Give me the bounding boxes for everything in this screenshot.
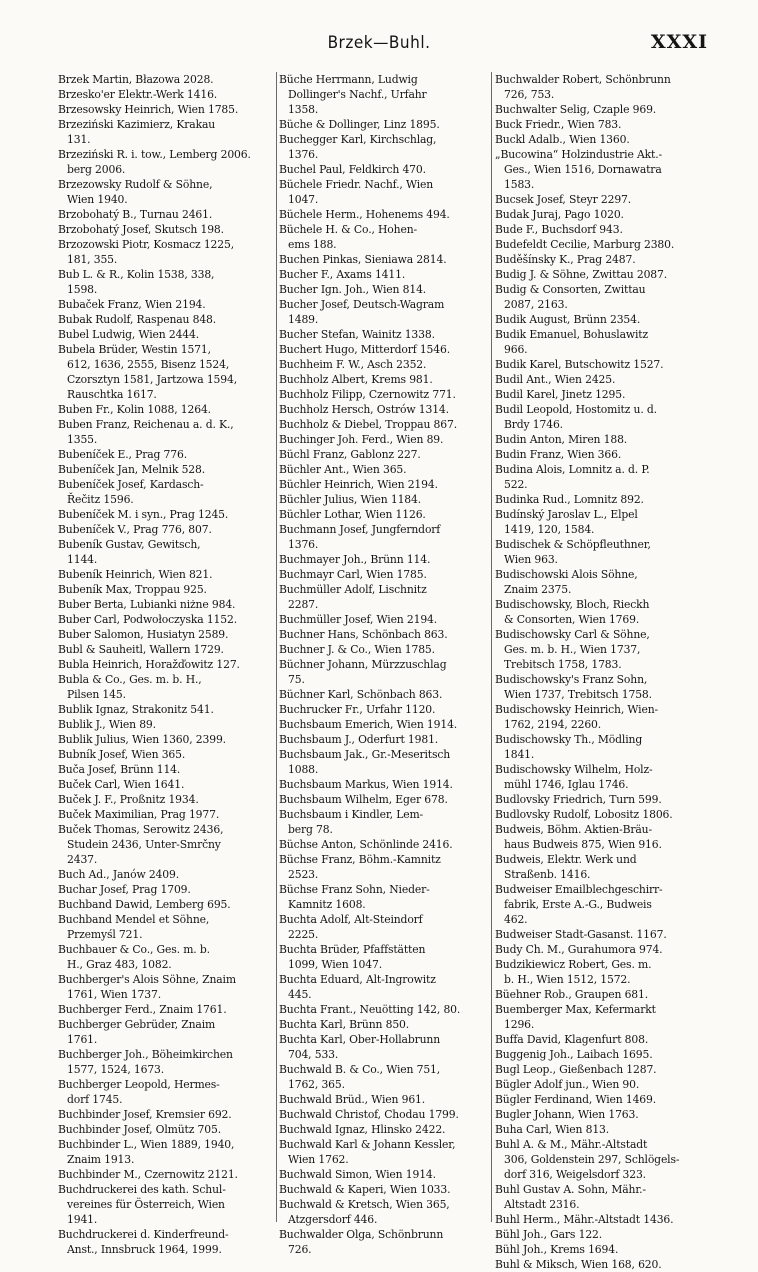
directory-entry: Bühl Joh., Krems 1694. [495, 1243, 619, 1256]
directory-entry: Bubel Ludwig, Wien 2444. [58, 328, 200, 341]
directory-entry: Büchele Herm., Hohenems 494. [279, 208, 450, 221]
directory-entry: Buckl Adalb., Wien 1360. [495, 133, 630, 146]
directory-entry: Buchen Pinkas, Sieniawa 2814. [279, 253, 447, 266]
directory-entry: Bubeníček Jan, Melnik 528. [58, 463, 206, 476]
directory-entry: Budik Emanuel, Bohuslawitz [495, 328, 648, 341]
directory-entry: „Bucowina“ Holzindustrie Akt.- [495, 148, 662, 161]
entry-continuation: Wien 963. [504, 553, 558, 566]
directory-entry: Bublik J., Wien 89. [58, 718, 156, 731]
entry-continuation: 1358. [288, 103, 319, 116]
column-divider [276, 72, 277, 1222]
directory-entry: Budil Ant., Wien 2425. [495, 373, 616, 386]
directory-entry: Buhl & Miksch, Wien 168, 620. [495, 1258, 662, 1271]
directory-entry: Buchberger Ferd., Znaim 1761. [58, 1003, 227, 1016]
directory-entry: Büchner Johann, Mürzzuschlag [279, 658, 447, 671]
directory-entry: Büchl Franz, Gablonz 227. [279, 448, 421, 461]
directory-entry: Budefeldt Cecilie, Marburg 2380. [495, 238, 675, 251]
entry-continuation: 726, 753. [504, 88, 555, 101]
directory-entry: Budlovsky Friedrich, Turn 599. [495, 793, 662, 806]
directory-entry: Bühl Joh., Gars 122. [495, 1228, 603, 1241]
entry-continuation: 1762, 2194, 2260. [504, 718, 602, 731]
directory-entry: Buber Carl, Podwołoczyska 1152. [58, 613, 237, 626]
entry-continuation: Ges., Wien 1516, Dornawatra [504, 163, 662, 176]
directory-entry: Bubeník Max, Troppau 925. [58, 583, 207, 596]
entry-continuation: 1144. [67, 553, 98, 566]
directory-entry: Buchwald Christof, Chodau 1799. [279, 1108, 459, 1121]
directory-entry: Buchert Hugo, Mitterdorf 1546. [279, 343, 451, 356]
directory-entry: Büchse Anton, Schönlinde 2416. [279, 838, 453, 851]
entry-continuation: 445. [288, 988, 312, 1001]
directory-entry: Buchband Dawid, Lemberg 695. [58, 898, 231, 911]
entry-continuation: 1296. [504, 1018, 535, 1031]
page-number: XXXI [650, 31, 708, 53]
directory-entry: Budzikiewicz Robert, Ges. m. [495, 958, 652, 971]
directory-entry: Buchsbaum Markus, Wien 1914. [279, 778, 453, 791]
directory-entry: Bucher Ign. Joh., Wien 814. [279, 283, 427, 296]
directory-entry: Budik Karel, Butschowitz 1527. [495, 358, 664, 371]
directory-entry: Buchberger's Alois Söhne, Znaim [58, 973, 236, 986]
entry-continuation: 1583. [504, 178, 535, 191]
directory-entry: Brzeziński R. i. tow., Lemberg 2006. [58, 148, 251, 161]
directory-entry: Budlovsky Rudolf, Lobositz 1806. [495, 808, 673, 821]
directory-entry: Buchbinder Josef, Kremsier 692. [58, 1108, 232, 1121]
directory-entry: Buchholz Hersch, Ostrów 1314. [279, 403, 449, 416]
entry-continuation: 2087, 2163. [504, 298, 568, 311]
directory-entry: Budínský Jaroslav L., Elpel [495, 508, 638, 521]
directory-entry: Buchwalder Olga, Schönbrunn [279, 1228, 444, 1241]
directory-entry: Buchband Mendel et Söhne, [58, 913, 210, 926]
entry-continuation: 462. [504, 913, 528, 926]
directory-entry: Bublik Julius, Wien 1360, 2399. [58, 733, 226, 746]
directory-entry: Buchwald Ignaz, Hlinsko 2422. [279, 1123, 446, 1136]
entry-continuation: 1841. [504, 748, 535, 761]
entry-continuation: berg 78. [288, 823, 333, 836]
directory-entry: Brzeziński Kazimierz, Krakau [58, 118, 216, 131]
directory-entry: Buchsbaum Jak., Gr.-Meseritsch [279, 748, 451, 761]
directory-entry: Brzesko'er Elektr.-Werk 1416. [58, 88, 218, 101]
directory-entry: Buchrucker Fr., Urfahr 1120. [279, 703, 436, 716]
entry-continuation: 1376. [288, 538, 319, 551]
entry-continuation: 1047. [288, 193, 319, 206]
entry-continuation: vereines für Österreich, Wien [67, 1198, 225, 1211]
directory-entry: Buchdruckerei des kath. Schul- [58, 1183, 226, 1196]
entry-continuation: Brdy 1746. [504, 418, 563, 431]
directory-entry: Buhl Herm., Mähr.-Altstadt 1436. [495, 1213, 674, 1226]
entry-continuation: Czorsztyn 1581, Jartzowa 1594, [67, 373, 237, 386]
directory-entry: Buemberger Max, Kefermarkt [495, 1003, 656, 1016]
directory-entry: Budischowsky's Franz Sohn, [495, 673, 648, 686]
directory-entry: Buchmüller Josef, Wien 2194. [279, 613, 438, 626]
directory-entry: Buchar Josef, Prag 1709. [58, 883, 191, 896]
directory-entry: Buck Friedr., Wien 783. [495, 118, 622, 131]
directory-entry: Bucher Stefan, Wainitz 1338. [279, 328, 435, 341]
directory-entry: Bügler Ferdinand, Wien 1469. [495, 1093, 657, 1106]
directory-entry: Buchta Frant., Neuötting 142, 80. [279, 1003, 461, 1016]
directory-entry: Budin Anton, Miren 188. [495, 433, 628, 446]
entry-continuation: Wien 1737, Trebitsch 1758. [504, 688, 652, 701]
directory-entry: Büchler Heinrich, Wien 2194. [279, 478, 438, 491]
directory-entry: Bubla & Co., Ges. m. b. H., [58, 673, 202, 686]
directory-entry: Büche Herrmann, Ludwig [279, 73, 418, 86]
directory-entry: Bubeník Heinrich, Wien 821. [58, 568, 213, 581]
entry-continuation: mühl 1746, Iglau 1746. [504, 778, 629, 791]
directory-entry: Bubl & Sauheitl, Wallern 1729. [58, 643, 224, 656]
directory-entry: Büchler Lothar, Wien 1126. [279, 508, 426, 521]
directory-entry: Buchwald Simon, Wien 1914. [279, 1168, 436, 1181]
directory-entry: Budischek & Schöpfleuthner, [495, 538, 651, 551]
directory-entry: Buchheim F. W., Asch 2352. [279, 358, 427, 371]
entry-continuation: 2523. [288, 868, 319, 881]
directory-entry: Buchner Hans, Schönbach 863. [279, 628, 448, 641]
directory-entry: Bubela Brüder, Westin 1571, [58, 343, 211, 356]
entry-continuation: 1762, 365. [288, 1078, 345, 1091]
directory-entry: Buchwalter Selig, Czaple 969. [495, 103, 657, 116]
entry-continuation: b. H., Wien 1512, 1572. [504, 973, 631, 986]
directory-entry: Buchbinder Josef, Olmütz 705. [58, 1123, 221, 1136]
entry-continuation: & Consorten, Wien 1769. [504, 613, 640, 626]
entry-continuation: 726. [288, 1243, 312, 1256]
directory-entry: Buchbinder M., Czernowitz 2121. [58, 1168, 238, 1181]
directory-entry: Buchwald & Kretsch, Wien 365, [279, 1198, 450, 1211]
entry-continuation: Kamnitz 1608. [288, 898, 366, 911]
directory-entry: Bubaček Franz, Wien 2194. [58, 298, 206, 311]
entry-continuation: Atzgersdorf 446. [288, 1213, 378, 1226]
directory-entry: Buchholz & Diebel, Troppau 867. [279, 418, 457, 431]
directory-entry: Buček J. F., Proßnitz 1934. [58, 793, 199, 806]
directory-entry: Büchler Ant., Wien 365. [279, 463, 407, 476]
directory-entry: Buchwalder Robert, Schönbrunn [495, 73, 671, 86]
entry-continuation: 1088. [288, 763, 319, 776]
directory-entry: Bubeníček V., Prag 776, 807. [58, 523, 212, 536]
directory-entry: Buchbauer & Co., Ges. m. b. [58, 943, 210, 956]
directory-entry: Brzezowsky Rudolf & Söhne, [58, 178, 213, 191]
directory-entry: Bucher F., Axams 1411. [279, 268, 406, 281]
directory-entry: Büchse Franz Sohn, Nieder- [279, 883, 430, 896]
directory-entry: Bubeník Gustav, Gewitsch, [58, 538, 201, 551]
directory-entry: Bubeníček E., Prag 776. [58, 448, 187, 461]
directory-entry: Budak Juraj, Pago 1020. [495, 208, 624, 221]
entry-continuation: 1376. [288, 148, 319, 161]
directory-entry: Bude F., Buchsdorf 943. [495, 223, 623, 236]
entry-continuation: Altstadt 2316. [504, 1198, 580, 1211]
directory-entry: Büche & Dollinger, Linz 1895. [279, 118, 440, 131]
directory-entry: Buchsbaum Wilhelm, Eger 678. [279, 793, 448, 806]
directory-entry: Buchwald Karl & Johann Kessler, [279, 1138, 456, 1151]
column-2 [279, 72, 489, 1256]
directory-entry: Buchta Karl, Ober-Hollabrunn [279, 1033, 441, 1046]
entry-continuation: fabrik, Erste A.-G., Budweis [504, 898, 652, 911]
entry-continuation: 704, 533. [288, 1048, 339, 1061]
entry-continuation: Przemyśl 721. [67, 928, 143, 941]
directory-entry: Buchegger Karl, Kirchschlag, [279, 133, 437, 146]
directory-entry: Buchmüller Adolf, Lischnitz [279, 583, 427, 596]
entry-continuation: Straßenb. 1416. [504, 868, 591, 881]
page-header [0, 30, 758, 58]
directory-entry: Bubla Heinrich, Horažďowitz 127. [58, 658, 240, 671]
directory-entry: Budweis, Böhm. Aktien-Bräu- [495, 823, 652, 836]
entry-continuation: 522. [504, 478, 528, 491]
directory-entry: Buchwald & Kaperi, Wien 1033. [279, 1183, 451, 1196]
directory-entry: Budischowsky Heinrich, Wien- [495, 703, 658, 716]
directory-entry: Bucher Josef, Deutsch-Wagram [279, 298, 445, 311]
entry-continuation: 1761. [67, 1033, 98, 1046]
directory-entry: Bubak Rudolf, Raspenau 848. [58, 313, 217, 326]
entry-continuation: ems 188. [288, 238, 337, 251]
directory-entry: Buchberger Leopold, Hermes- [58, 1078, 220, 1091]
directory-entry: Brzozowski Piotr, Kosmacz 1225, [58, 238, 234, 251]
page-title: Brzek—Buhl. [327, 33, 431, 53]
directory-entry: Budischowsky Th., Mödling [495, 733, 643, 746]
entry-continuation: berg 2006. [67, 163, 126, 176]
entry-continuation: Pilsen 145. [67, 688, 126, 701]
directory-entry: Buchsbaum J., Oderfurt 1981. [279, 733, 439, 746]
directory-entry: Budinka Rud., Lomnitz 892. [495, 493, 644, 506]
directory-entry: Buček Maximilian, Prag 1977. [58, 808, 220, 821]
entry-continuation: 1577, 1524, 1673. [67, 1063, 165, 1076]
entry-continuation: 2225. [288, 928, 319, 941]
entry-continuation: 612, 1636, 2555, Bisenz 1524, [67, 358, 230, 371]
column-3 [495, 72, 709, 1271]
directory-entry: Buchsbaum Emerich, Wien 1914. [279, 718, 458, 731]
directory-entry: Budina Alois, Lomnitz a. d. P. [495, 463, 650, 476]
directory-entry: Budweiser Emailblechgeschirr- [495, 883, 663, 896]
directory-entry: Bubník Josef, Wien 365. [58, 748, 186, 761]
directory-entry: Buffa David, Klagenfurt 808. [495, 1033, 649, 1046]
directory-entry: Budischowsky Wilhelm, Holz- [495, 763, 653, 776]
entry-continuation: 1099, Wien 1047. [288, 958, 382, 971]
directory-entry: Buhl Gustav A. Sohn, Mähr.- [495, 1183, 646, 1196]
directory-entry: Budischowsky, Bloch, Rieckh [495, 598, 650, 611]
entry-continuation: dorf 316, Weigelsdorf 323. [504, 1168, 646, 1181]
directory-entry: Buchta Adolf, Alt-Steindorf [279, 913, 423, 926]
entry-continuation: dorf 1745. [67, 1093, 123, 1106]
entry-continuation: 1355. [67, 433, 98, 446]
directory-entry: Bubeníček Josef, Kardasch- [58, 478, 204, 491]
entry-continuation: Znaim 2375. [504, 583, 572, 596]
directory-entry: Brzesowsky Heinrich, Wien 1785. [58, 103, 239, 116]
directory-entry: Budil Karel, Jinetz 1295. [495, 388, 626, 401]
directory-entry: Büchele Friedr. Nachf., Wien [279, 178, 434, 191]
entry-continuation: 181, 355. [67, 253, 118, 266]
directory-entry: Büchele H. & Co., Hohen- [279, 223, 418, 236]
directory-entry: Buchwald Brüd., Wien 961. [279, 1093, 426, 1106]
directory-entry: Brzobohatý Josef, Skutsch 198. [58, 223, 224, 236]
entry-continuation: Dollinger's Nachf., Urfahr [288, 88, 427, 101]
directory-entry: Buchmayr Carl, Wien 1785. [279, 568, 427, 581]
directory-entry: Buben Franz, Reichenau a. d. K., [58, 418, 234, 431]
entry-continuation: Wien 1762. [288, 1153, 349, 1166]
directory-entry: Bublik Ignaz, Strakonitz 541. [58, 703, 214, 716]
directory-entry: Budischowski Alois Söhne, [495, 568, 638, 581]
directory-entry: Buchberger Joh., Böheimkirchen [58, 1048, 233, 1061]
directory-entry: Buchholz Filipp, Czernowitz 771. [279, 388, 456, 401]
entry-continuation: Řečitz 1596. [67, 493, 134, 506]
entry-continuation: 966. [504, 343, 528, 356]
entry-continuation: Trebitsch 1758, 1783. [504, 658, 622, 671]
directory-entry: Bucsek Josef, Steyr 2297. [495, 193, 632, 206]
directory-entry: Büehner Rob., Graupen 681. [495, 988, 649, 1001]
directory-entry: Buch Ad., Janów 2409. [58, 868, 179, 881]
directory-entry: Budy Ch. M., Gurahumora 974. [495, 943, 663, 956]
directory-entry: Buchmann Josef, Jungferndorf [279, 523, 441, 536]
directory-entry: Bubeníček M. i syn., Prag 1245. [58, 508, 229, 521]
directory-entry: Buchsbaum i Kindler, Lem- [279, 808, 424, 821]
entry-continuation: Ges. m. b. H., Wien 1737, [504, 643, 641, 656]
directory-entry: Büchner Karl, Schönbach 863. [279, 688, 443, 701]
directory-entry: Budweis, Elektr. Werk und [495, 853, 637, 866]
directory-entry: Buchberger Gebrüder, Znaim [58, 1018, 216, 1031]
entry-continuation: 1941. [67, 1213, 98, 1226]
directory-entry: Buchmayer Joh., Brünn 114. [279, 553, 431, 566]
directory-entry: Brzek Martin, Błazowa 2028. [58, 73, 214, 86]
directory-entry: Buchta Brüder, Pfaffstätten [279, 943, 426, 956]
directory-entry: Buhl A. & M., Mähr.-Altstadt [495, 1138, 648, 1151]
entry-continuation: haus Budweis 875, Wien 916. [504, 838, 662, 851]
entry-continuation: 1489. [288, 313, 319, 326]
entry-continuation: Rauschtka 1617. [67, 388, 157, 401]
directory-entry: Bub L. & R., Kolin 1538, 338, [58, 268, 215, 281]
entry-continuation: Studein 2436, Unter-Smrčny [67, 838, 221, 851]
entry-continuation: Wien 1940. [67, 193, 128, 206]
directory-entry: Budig & Consorten, Zwittau [495, 283, 646, 296]
directory-entry: Budischowsky Carl & Söhne, [495, 628, 650, 641]
column-divider [491, 72, 492, 1222]
entry-continuation: H., Graz 483, 1082. [67, 958, 172, 971]
directory-entry: Buchwald B. & Co., Wien 751, [279, 1063, 441, 1076]
directory-entry: Brzobohatý B., Turnau 2461. [58, 208, 213, 221]
entry-continuation: 2437. [67, 853, 98, 866]
directory-entry: Buchinger Joh. Ferd., Wien 89. [279, 433, 444, 446]
directory-entry: Budil Leopold, Hostomitz u. d. [495, 403, 657, 416]
directory-entry: Buchner J. & Co., Wien 1785. [279, 643, 435, 656]
directory-entry: Buděšínsky K., Prag 2487. [495, 253, 636, 266]
directory-entry: Buber Salomon, Husiatyn 2589. [58, 628, 229, 641]
directory-entry: Buha Carl, Wien 813. [495, 1123, 610, 1136]
directory-entry: Buchel Paul, Feldkirch 470. [279, 163, 426, 176]
directory-entry: Buča Josef, Brünn 114. [58, 763, 181, 776]
directory-entry: Buggenig Joh., Laibach 1695. [495, 1048, 653, 1061]
directory-entry: Buček Thomas, Serowitz 2436, [58, 823, 224, 836]
directory-entry: Budweiser Stadt-Gasanst. 1167. [495, 928, 667, 941]
column-1 [58, 72, 274, 1256]
directory-entry: Bugl Leop., Gießenbach 1287. [495, 1063, 657, 1076]
directory-entry: Budik August, Brünn 2354. [495, 313, 641, 326]
entry-continuation: 75. [288, 673, 305, 686]
entry-continuation: 1419, 120, 1584. [504, 523, 595, 536]
entry-continuation: Anst., Innsbruck 1964, 1999. [67, 1243, 222, 1256]
directory-entry: Bugler Johann, Wien 1763. [495, 1108, 639, 1121]
directory-entry: Budin Franz, Wien 366. [495, 448, 622, 461]
entry-continuation: 1761, Wien 1737. [67, 988, 161, 1001]
directory-entry: Buchdruckerei d. Kinderfreund- [58, 1228, 229, 1241]
entry-continuation: 306, Goldenstein 297, Schlögels- [504, 1153, 680, 1166]
directory-entry: Budig J. & Söhne, Zwittau 2087. [495, 268, 668, 281]
entry-continuation: 131. [67, 133, 91, 146]
directory-entry: Buchta Karl, Brünn 850. [279, 1018, 410, 1031]
directory-entry: Büchler Julius, Wien 1184. [279, 493, 422, 506]
directory-entry: Buchta Eduard, Alt-Ingrowitz [279, 973, 436, 986]
entry-continuation: 2287. [288, 598, 319, 611]
directory-entry: Bügler Adolf jun., Wien 90. [495, 1078, 640, 1091]
entry-continuation: Znaim 1913. [67, 1153, 135, 1166]
directory-entry: Buben Fr., Kolin 1088, 1264. [58, 403, 211, 416]
directory-entry: Buchbinder L., Wien 1889, 1940, [58, 1138, 235, 1151]
entry-continuation: 1598. [67, 283, 98, 296]
directory-entry: Buchholz Albert, Krems 981. [279, 373, 433, 386]
directory-entry: Buber Berta, Lubianki niżne 984. [58, 598, 236, 611]
directory-entry: Büchse Franz, Böhm.-Kamnitz [279, 853, 441, 866]
directory-entry: Buček Carl, Wien 1641. [58, 778, 185, 791]
